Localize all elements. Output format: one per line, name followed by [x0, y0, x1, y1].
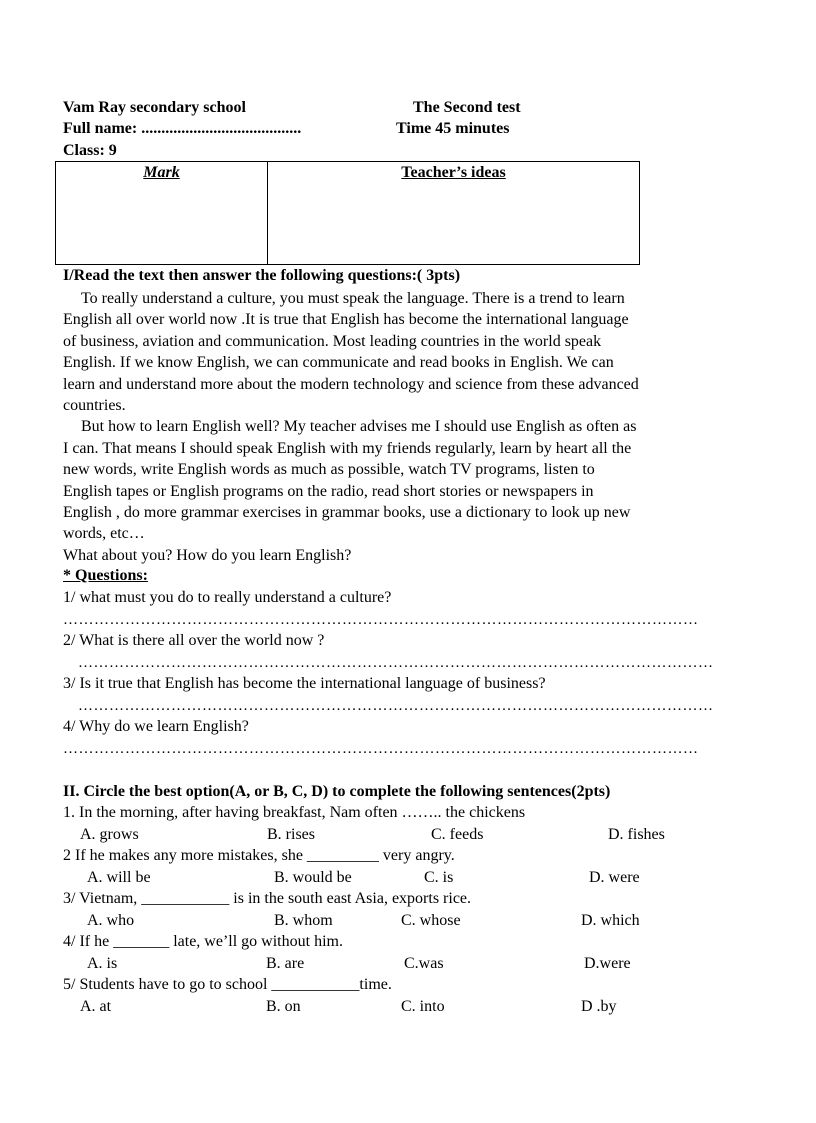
passage-line: English. If we know English, we can communicate and read books in English. We can: [63, 354, 614, 372]
item-3-option-d[interactable]: D. which: [581, 912, 640, 929]
item-2-stem: 2 If he makes any more mistakes, she _________ very angry.: [63, 847, 455, 864]
passage-line: learn and understand more about the modern technology and science from these advanced: [63, 375, 639, 393]
passage-line: What about you? How do you learn English?: [63, 546, 352, 564]
passage-line: English all over world now .It is true that English has become the international language: [63, 311, 629, 329]
answer-line-3[interactable]: ……………………………………………………………………………………………………………: [78, 698, 714, 714]
item-4-option-c[interactable]: C.was: [404, 955, 444, 972]
question-1: 1/ what must you do to really understand a culture?: [63, 589, 392, 606]
item-1-option-d[interactable]: D. fishes: [608, 826, 665, 843]
test-title: The Second test: [413, 99, 521, 116]
item-2-option-d[interactable]: D. were: [589, 869, 640, 886]
item-1-option-a[interactable]: A. grows: [80, 826, 139, 843]
passage-line: English , do more grammar exercises in grammar books, use a dictionary to look up new: [63, 504, 631, 522]
teacher-ideas-label: Teacher’s ideas: [401, 164, 506, 181]
item-4-option-b[interactable]: B. are: [266, 955, 305, 972]
item-5-option-c[interactable]: C. into: [401, 998, 445, 1015]
item-1-option-b[interactable]: B. rises: [267, 826, 315, 843]
item-5-option-d[interactable]: D .by: [581, 998, 617, 1015]
passage-line: of business, aviation and communication. Most leading countries in the world speak: [63, 332, 602, 350]
item-2-option-a[interactable]: A. will be: [87, 869, 151, 886]
test-duration: Time 45 minutes: [396, 120, 510, 137]
item-5-option-a[interactable]: A. at: [80, 998, 112, 1015]
passage-line: new words, write English words as much as possible, watch TV programs, listen to: [63, 461, 595, 479]
item-3-option-c[interactable]: C. whose: [401, 912, 461, 929]
item-1-option-c[interactable]: C. feeds: [431, 826, 484, 843]
item-3-option-b[interactable]: B. whom: [274, 912, 333, 929]
item-3-stem: 3/ Vietnam, ___________ is in the south east Asia, exports rice.: [63, 890, 472, 907]
full-name-field[interactable]: Full name: ........................................: [63, 120, 302, 137]
mark-table: [55, 161, 640, 265]
answer-line-1[interactable]: ……………………………………………………………………………………………………………: [63, 612, 699, 628]
passage-line: I can. That means I should speak English with my friends regularly, learn by heart all the: [63, 439, 632, 457]
passage-line: English tapes or English programs on the radio, read short stories or newspapers in: [63, 482, 594, 500]
item-4-option-a[interactable]: A. is: [87, 955, 118, 972]
item-5-stem: 5/ Students have to go to school ___________time.: [63, 976, 392, 993]
question-4: 4/ Why do we learn English?: [63, 718, 249, 735]
section2-heading: II. Circle the best option(A, or B, C, D) to complete the following sentences(2pts): [63, 783, 611, 800]
passage-line: words, etc…: [63, 525, 145, 543]
class-label: Class: 9: [63, 142, 117, 159]
question-2: 2/ What is there all over the world now ?: [63, 632, 325, 649]
item-4-stem: 4/ If he _______ late, we’ll go without him.: [63, 933, 343, 950]
item-5-option-b[interactable]: B. on: [266, 998, 301, 1015]
questions-label: * Questions:: [63, 567, 148, 584]
reading-passage: [63, 288, 763, 566]
section1-heading: I/Read the text then answer the following questions:( 3pts): [63, 267, 461, 284]
item-2-option-b[interactable]: B. would be: [274, 869, 352, 886]
item-4-option-d[interactable]: D.were: [584, 955, 631, 972]
item-3-option-a[interactable]: A. who: [87, 912, 135, 929]
mark-cell[interactable]: [56, 162, 268, 265]
school-name: Vam Ray secondary school: [63, 99, 246, 116]
teacher-ideas-cell[interactable]: [268, 162, 640, 265]
passage-line: To really understand a culture, you must speak the language. There is a trend to learn: [81, 290, 625, 307]
question-3: 3/ Is it true that English has become the international language of business?: [63, 675, 546, 692]
passage-line: But how to learn English well? My teacher advises me I should use English as often as: [81, 418, 637, 436]
item-2-option-c[interactable]: C. is: [424, 869, 454, 886]
answer-line-4[interactable]: ……………………………………………………………………………………………………………: [63, 741, 699, 757]
passage-line: countries.: [63, 397, 126, 415]
answer-line-2[interactable]: ……………………………………………………………………………………………………………: [78, 655, 714, 671]
item-1-stem: 1. In the morning, after having breakfast, Nam often …….. the chickens: [63, 804, 526, 821]
mark-label: Mark: [143, 164, 180, 181]
